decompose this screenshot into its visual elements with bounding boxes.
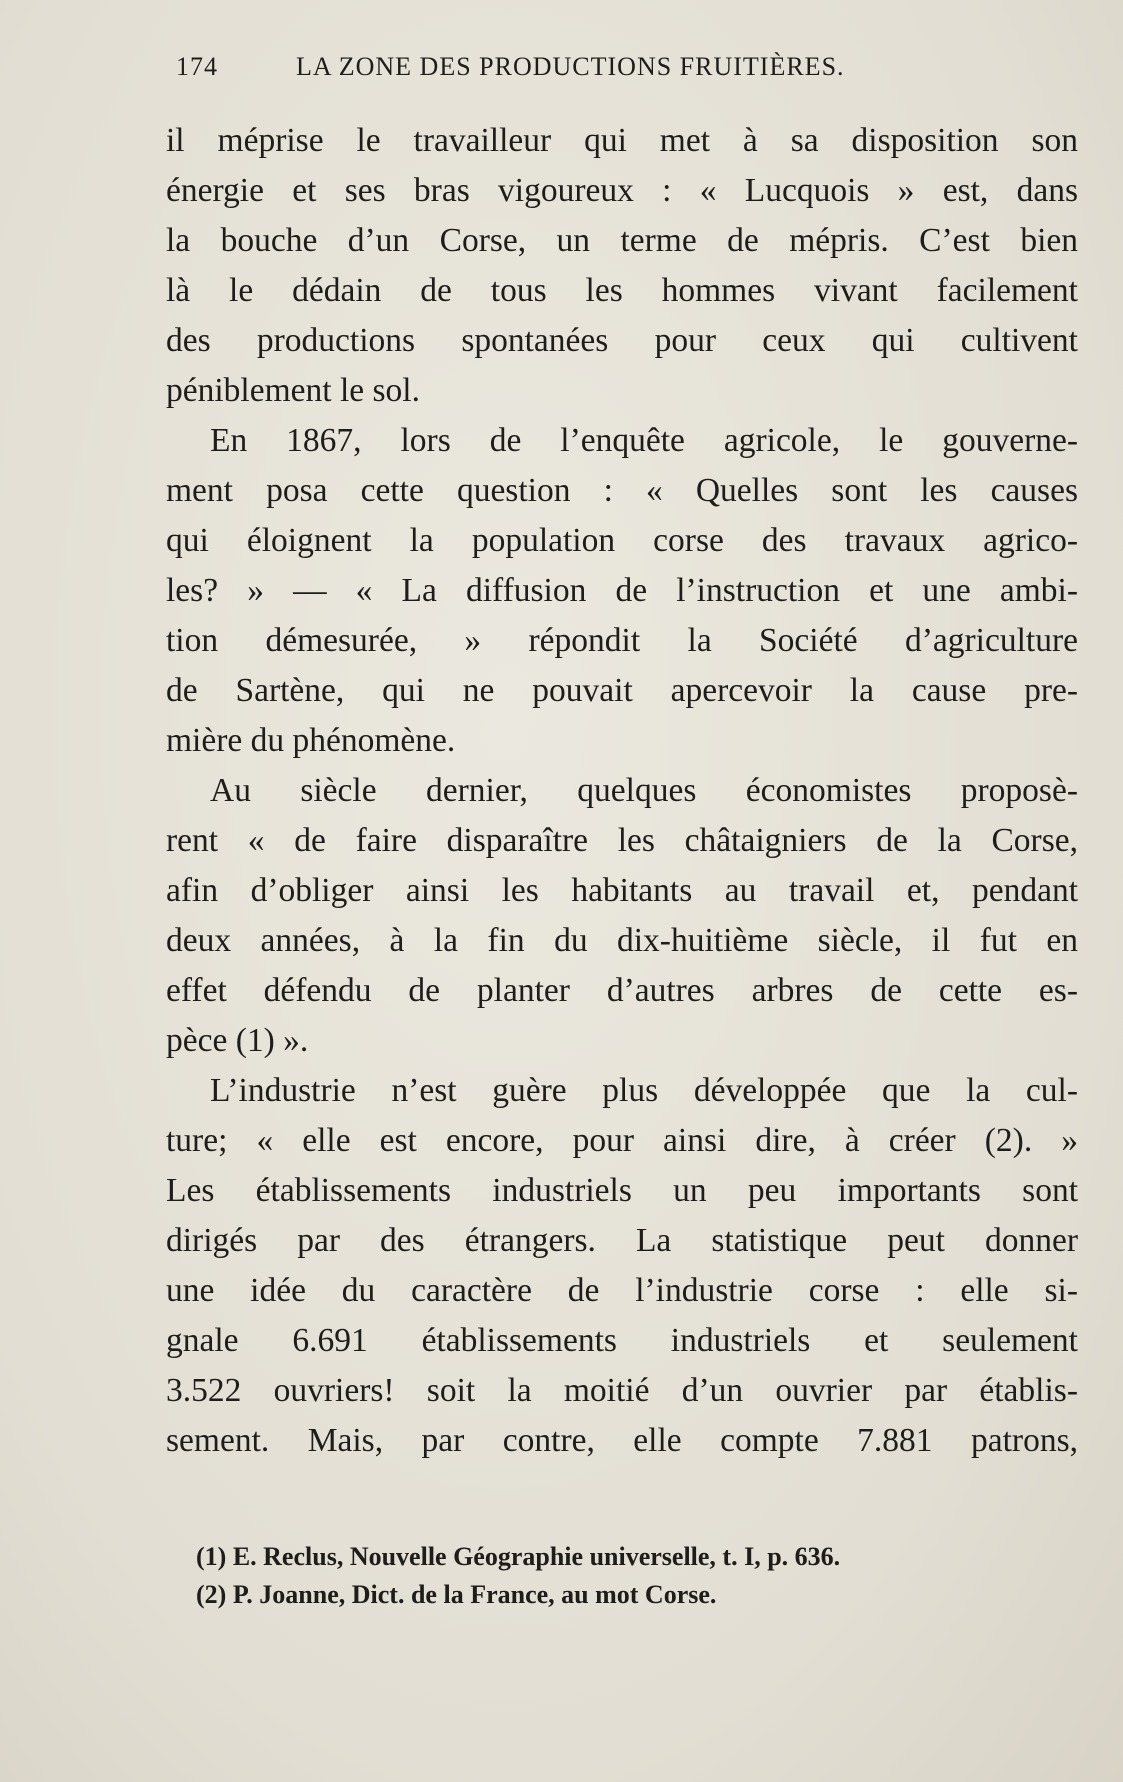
text-line: mière du phénomène. xyxy=(166,722,456,759)
body-text xyxy=(166,116,1078,1466)
text-line: les? » — « La diffusion de l’instruction et une ambi- xyxy=(166,572,1078,609)
running-header xyxy=(176,52,976,82)
text-line: 3.522 ouvriers! soit la moitié d’un ouvrier par établis- xyxy=(166,1372,1078,1409)
text-line: gnale 6.691 établissements industriels et seulement xyxy=(166,1322,1078,1359)
footnotes xyxy=(196,1538,1066,1614)
text-line: ture; « elle est encore, pour ainsi dire, à créer (2). » xyxy=(166,1122,1078,1159)
page-number: 174 xyxy=(176,52,218,81)
text-line: dirigés par des étrangers. La statistique peut donner xyxy=(166,1222,1078,1259)
text-line: sement. Mais, par contre, elle compte 7.881 patrons, xyxy=(166,1422,1078,1459)
footnote: (1) E. Reclus, Nouvelle Géographie universelle, t. I, p. 636. xyxy=(196,1542,841,1571)
text-line: deux années, à la fin du dix-huitième siècle, il fut en xyxy=(166,922,1078,959)
text-line: il méprise le travailleur qui met à sa disposition son xyxy=(166,122,1078,159)
text-line: des productions spontanées pour ceux qui cultivent xyxy=(166,322,1078,359)
text-line: L’industrie n’est guère plus développée que la cul- xyxy=(210,1072,1078,1109)
text-line: une idée du caractère de l’industrie corse : elle si- xyxy=(166,1272,1078,1309)
text-line: de Sartène, qui ne pouvait apercevoir la cause pre- xyxy=(166,672,1078,709)
text-line: rent « de faire disparaître les châtaigniers de la Corse, xyxy=(166,822,1078,859)
text-line: qui éloignent la population corse des travaux agrico- xyxy=(166,522,1078,559)
text-line: tion démesurée, » répondit la Société d’agriculture xyxy=(166,622,1078,659)
text-line: effet défendu de planter d’autres arbres de cette es- xyxy=(166,972,1078,1009)
running-title: LA ZONE DES PRODUCTIONS FRUITIÈRES. xyxy=(296,52,845,81)
text-line: Les établissements industriels un peu importants sont xyxy=(166,1172,1078,1209)
text-line: Au siècle dernier, quelques économistes proposè- xyxy=(210,772,1078,809)
text-line: énergie et ses bras vigoureux : « Lucquois » est, dans xyxy=(166,172,1078,209)
text-line: la bouche d’un Corse, un terme de mépris. C’est bien xyxy=(166,222,1078,259)
text-line: En 1867, lors de l’enquête agricole, le gouverne- xyxy=(210,422,1078,459)
text-line: ment posa cette question : « Quelles sont les causes xyxy=(166,472,1078,509)
text-line: péniblement le sol. xyxy=(166,372,420,409)
footnote: (2) P. Joanne, Dict. de la France, au mot Corse. xyxy=(196,1580,717,1609)
text-line: afin d’obliger ainsi les habitants au travail et, pendant xyxy=(166,872,1078,909)
text-line: là le dédain de tous les hommes vivant facilement xyxy=(166,272,1078,309)
text-line: pèce (1) ». xyxy=(166,1022,309,1059)
